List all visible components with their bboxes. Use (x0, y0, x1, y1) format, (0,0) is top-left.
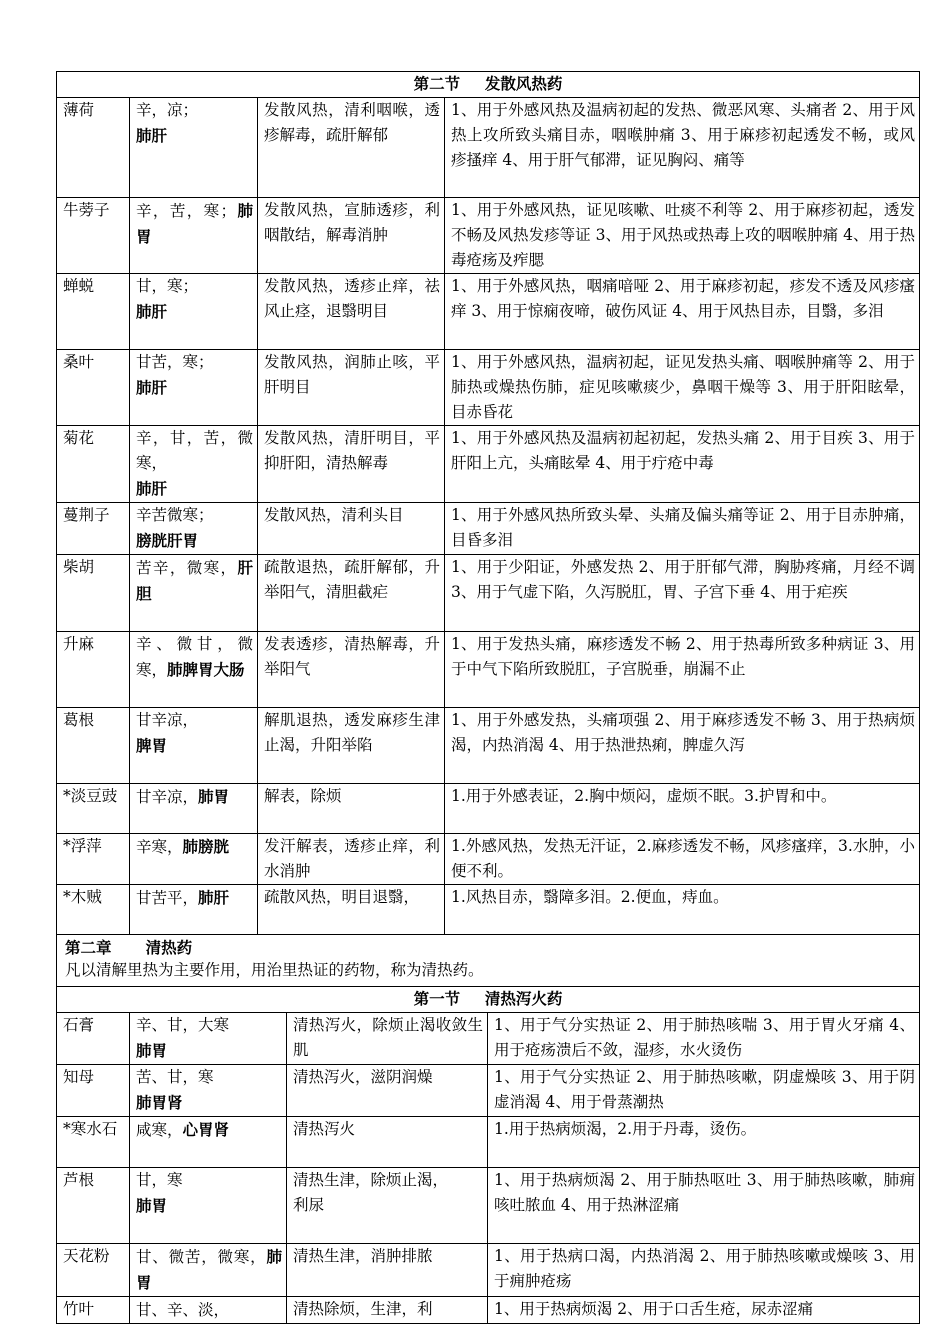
herb-effect: 清热生津，除烦止渴， 利尿 (287, 1168, 488, 1244)
herb-name: 芦根 (57, 1168, 130, 1244)
herb-meridian: 肺胃 (136, 1041, 168, 1060)
herb-meridian: 肝胆 (136, 558, 253, 603)
table-row (57, 503, 920, 555)
table-row (57, 784, 920, 834)
herb-meridian: 肺胃 (198, 787, 230, 806)
section2-table (56, 986, 920, 1324)
herb-property: 甘，寒 肺胃 (130, 1168, 287, 1244)
herb-meridian: 肺脾胃大肠 (167, 660, 245, 679)
section1-subtitle: 发散风热药 (484, 74, 563, 93)
herb-name: 柴胡 (57, 555, 130, 632)
table-row (57, 632, 920, 708)
herb-name: 菊花 (57, 426, 130, 503)
herb-usage: 1、用于外感风热及温病初起的发热、微恶风寒、头痛者 2、用于风热上攻所致头痛目赤，咽喉肿痛 3、用于麻疹初起透发不畅，或风疹搔痒 4、用于肝气郁滞，证见胸闷、痛等 (445, 98, 920, 198)
herb-meridian: 心胃肾 (182, 1120, 230, 1139)
herb-name: 薄荷 (57, 98, 130, 198)
herb-usage: 1.风热目赤，翳障多泪。2.便血，痔血。 (445, 885, 920, 935)
table-row (57, 555, 920, 632)
herb-meridian: 肺肝 (136, 378, 168, 397)
chapter-title: 第二章 (65, 938, 112, 957)
herb-property: 辛，凉； 肺肝 (130, 98, 258, 198)
herb-effect: 发散风热，清利咽喉，透疹解毒，疏肝解郁 (258, 98, 445, 198)
herb-meridian: 肺肝 (136, 302, 168, 321)
herb-effect: 清热泻火 (287, 1117, 488, 1168)
herb-usage: 1、用于外感发热，头痛项强 2、用于麻疹透发不畅 3、用于热病烦渴，内热消渴 4、用于热泄热痢，脾虚久泻 (445, 708, 920, 784)
herb-usage: 1、用于外感风热及温病初起初起，发热头痛 2、用于目疾 3、用于肝阳上亢，头痛眩晕 4、用于疔疮中毒 (445, 426, 920, 503)
herb-usage: 1、用于发热头痛，麻疹透发不畅 2、用于热毒所致多种病证 3、用于中气下陷所致脱肛，子宫脱垂，崩漏不止 (445, 632, 920, 708)
herb-property: 甘、辛、淡， (130, 1297, 287, 1324)
herb-property: 甘辛凉， 脾胃 (130, 708, 258, 784)
herb-meridian: 肺膀胱 (182, 837, 230, 856)
herb-name: 牛蒡子 (57, 198, 130, 274)
herb-effect: 发散风热，润肺止咳，平肝明目 (258, 350, 445, 426)
herb-meridian: 肺肝 (136, 126, 168, 145)
table-row (57, 98, 920, 198)
herb-name: 蝉蜕 (57, 274, 130, 350)
table-row (57, 1168, 920, 1244)
herb-usage: 1、用于气分实热证 2、用于肺热咳喘 3、用于胃火牙痛 4、用于疮疡溃后不敛，湿疹，水火烫伤 (488, 1013, 920, 1065)
herb-effect: 发散风热，清肝明目，平抑肝阳，清热解毒 (258, 426, 445, 503)
section1-header (57, 72, 920, 98)
table-row (57, 198, 920, 274)
herb-usage: 1.用于外感表证，2.胸中烦闷，虚烦不眠。3.护胃和中。 (445, 784, 920, 834)
herb-usage: 1、用于热病烦渴 2、用于口舌生疮，尿赤涩痛 (488, 1297, 920, 1324)
herb-effect: 解肌退热，透发麻疹生津止渴，升阳举陷 (258, 708, 445, 784)
herb-effect: 清热泻火，滋阴润燥 (287, 1065, 488, 1117)
section2-subtitle: 清热泻火药 (484, 989, 563, 1008)
table-row (57, 274, 920, 350)
herb-name: *浮萍 (57, 834, 130, 885)
herb-usage: 1、用于气分实热证 2、用于肺热咳嗽，阴虚燥咳 3、用于阴虚消渴 4、用于骨蒸潮热 (488, 1065, 920, 1117)
herb-property: 辛、微甘，微寒，肺脾胃大肠 (130, 632, 258, 708)
herb-meridian: 脾胃 (136, 736, 168, 755)
herb-meridian: 肺胃 (136, 1196, 168, 1215)
table-row (57, 708, 920, 784)
herb-property: 辛、甘，大寒 肺胃 (130, 1013, 287, 1065)
herb-usage: 1、用于外感风热，咽痛喑哑 2、用于麻疹初起，疹发不透及风疹瘙痒 3、用于惊痫夜啼，破伤风证 4、用于风热目赤，目翳，多泪 (445, 274, 920, 350)
herb-usage: 1、用于外感风热所致头晕、头痛及偏头痛等证 2、用于目赤肿痛，目昏多泪 (445, 503, 920, 555)
herb-property: 甘辛凉，肺胃 (130, 784, 258, 834)
herb-usage: 1、用于外感风热，温病初起，证见发热头痛、咽喉肿痛等 2、用于肺热或燥热伤肺，症见咳嗽痰少，鼻咽干燥等 3、用于肝阳眩晕，目赤昏花 (445, 350, 920, 426)
table-row (57, 426, 920, 503)
herb-name: 知母 (57, 1065, 130, 1117)
table-row (57, 1297, 920, 1324)
herb-effect: 发散风热，清利头目 (258, 503, 445, 555)
table-row (57, 1117, 920, 1168)
table-row (57, 1013, 920, 1065)
herb-effect: 清热除烦，生津，利 (287, 1297, 488, 1324)
herb-name: 蔓荆子 (57, 503, 130, 555)
herb-usage: 1、用于外感风热，证见咳嗽、吐痰不利等 2、用于麻疹初起，透发不畅及风热发疹等证 3、用于风热或热毒上攻的咽喉肿痛 4、用于热毒疮疡及痄腮 (445, 198, 920, 274)
herb-meridian: 肺胃 (136, 201, 253, 246)
herb-usage: 1、用于热病口渴，内热消渴 2、用于肺热咳嗽或燥咳 3、用于痈肿疮疡 (488, 1244, 920, 1297)
document-page (56, 71, 919, 1324)
chapter-intro-block (57, 935, 920, 987)
herb-usage: 1.外感风热，发热无汗证，2.麻疹透发不畅，风疹瘙痒，3.水肿，小便不利。 (445, 834, 920, 885)
herb-property: 辛，甘，苦，微寒， 肺肝 (130, 426, 258, 503)
herb-name: *木贼 (57, 885, 130, 935)
herb-meridian: 肺肝 (198, 888, 230, 907)
herb-effect: 发散风热，宣肺透疹，利咽散结，解毒消肿 (258, 198, 445, 274)
herb-meridian: 肺胃 (136, 1247, 282, 1292)
herb-property: 咸寒，心胃肾 (130, 1117, 287, 1168)
herb-effect: 清热泻火，除烦止渴收敛生肌 (287, 1013, 488, 1065)
herb-name: 葛根 (57, 708, 130, 784)
herb-effect: 清热生津，消肿排脓 (287, 1244, 488, 1297)
herb-property: 甘，寒； 肺肝 (130, 274, 258, 350)
section1-table (56, 71, 920, 987)
table-row (57, 1065, 920, 1117)
herb-usage: 1、用于少阳证，外感发热 2、用于肝郁气滞，胸胁疼痛，月经不调 3、用于气虚下陷，久泻脱肛，胃、子宫下垂 4、用于疟疾 (445, 555, 920, 632)
herb-name: 桑叶 (57, 350, 130, 426)
herb-property: 甘、微苦，微寒，肺胃 (130, 1244, 287, 1297)
herb-property: 辛寒，肺膀胱 (130, 834, 258, 885)
herb-property: 甘苦，寒； 肺肝 (130, 350, 258, 426)
table-row (57, 350, 920, 426)
herb-effect: 解表，除烦 (258, 784, 445, 834)
herb-property: 苦、甘，寒 肺胃肾 (130, 1065, 287, 1117)
herb-property: 辛苦微寒； 膀胱肝胃 (130, 503, 258, 555)
chapter-intro: 凡以清解里热为主要作用，用治里热证的药物，称为清热药。 (65, 961, 484, 979)
herb-name: *寒水石 (57, 1117, 130, 1168)
herb-meridian: 膀胱肝胃 (136, 531, 199, 550)
chapter-subtitle: 清热药 (145, 938, 193, 957)
herb-effect: 发汗解表，透疹止痒，利水消肿 (258, 834, 445, 885)
herb-meridian: 肺肝 (136, 479, 168, 498)
herb-effect: 疏散风热，明目退翳， (258, 885, 445, 935)
herb-name: *淡豆豉 (57, 784, 130, 834)
section1-title: 第二节 (413, 74, 461, 93)
herb-effect: 发表透疹，清热解毒，升举阳气 (258, 632, 445, 708)
herb-property: 辛，苦，寒；肺胃 (130, 198, 258, 274)
section2-header (57, 987, 920, 1013)
herb-effect: 疏散退热，疏肝解郁，升举阳气，清胆截疟 (258, 555, 445, 632)
herb-usage: 1、用于热病烦渴 2、用于肺热呕吐 3、用于肺热咳嗽，肺痈咳吐脓血 4、用于热淋涩痛 (488, 1168, 920, 1244)
herb-property: 甘苦平，肺肝 (130, 885, 258, 935)
herb-usage: 1.用于热病烦渴，2.用于丹毒，烫伤。 (488, 1117, 920, 1168)
herb-name: 竹叶 (57, 1297, 130, 1324)
table-row (57, 1244, 920, 1297)
herb-name: 石膏 (57, 1013, 130, 1065)
herb-meridian: 肺胃肾 (136, 1093, 183, 1112)
herb-property: 苦辛，微寒，肝胆 (130, 555, 258, 632)
table-row (57, 885, 920, 935)
section2-title: 第一节 (413, 989, 461, 1008)
herb-effect: 发散风热，透疹止痒，祛风止痉，退翳明目 (258, 274, 445, 350)
herb-name: 天花粉 (57, 1244, 130, 1297)
table-row (57, 834, 920, 885)
herb-name: 升麻 (57, 632, 130, 708)
